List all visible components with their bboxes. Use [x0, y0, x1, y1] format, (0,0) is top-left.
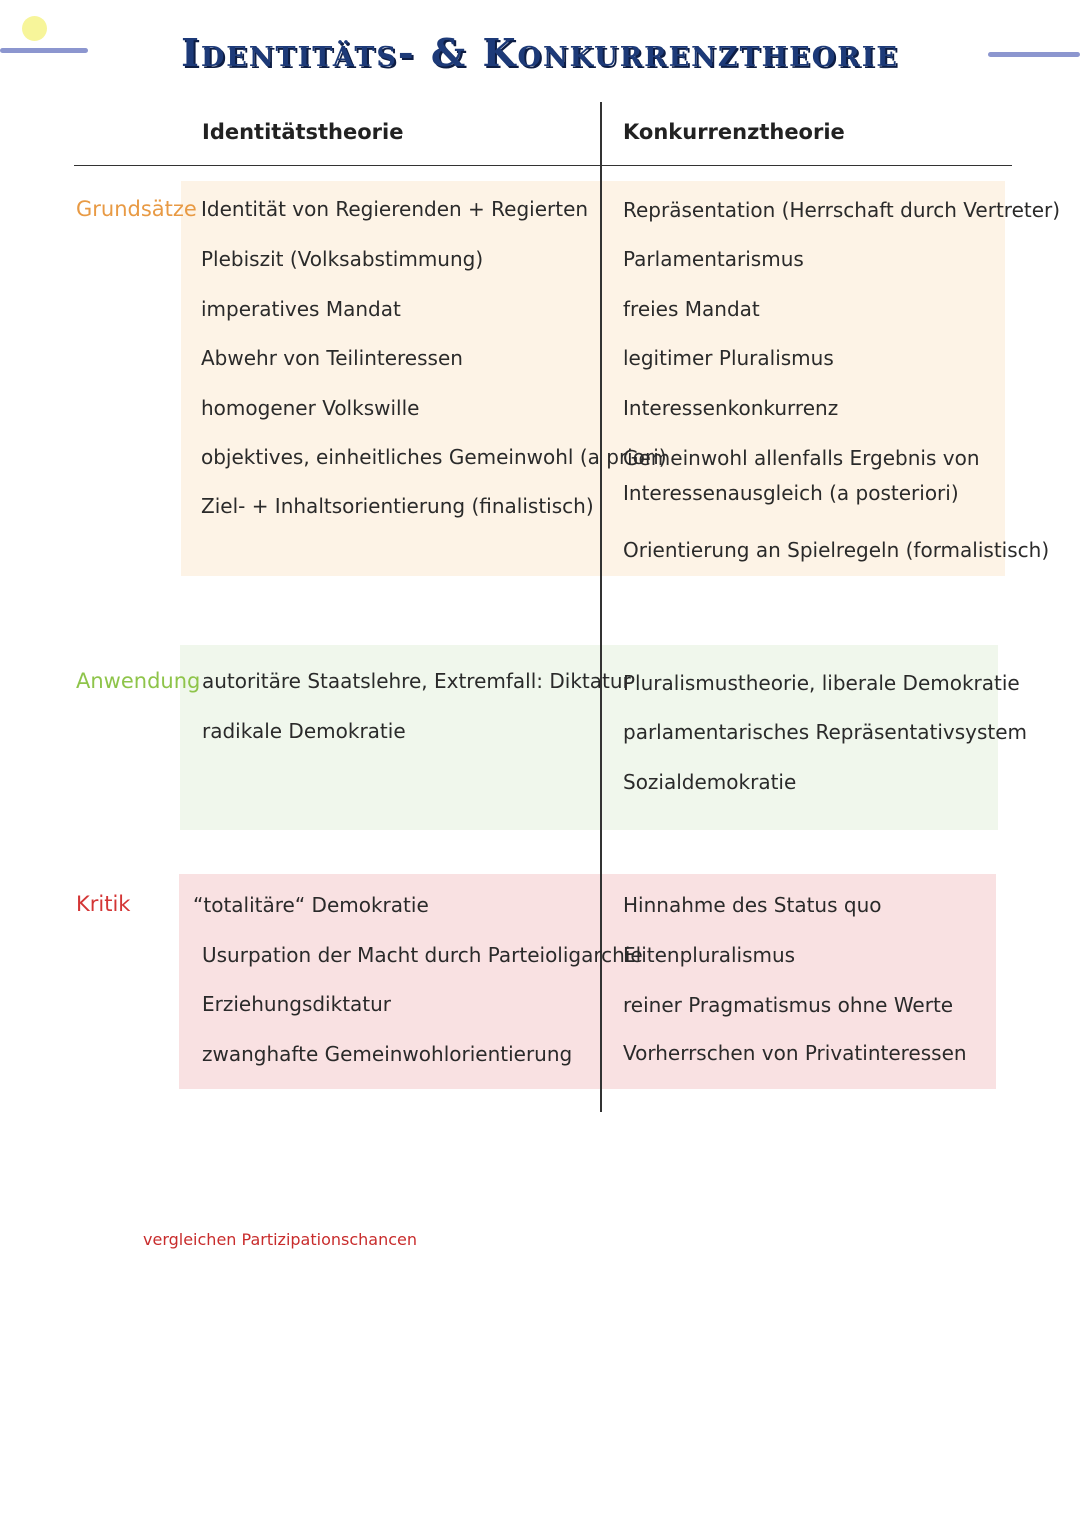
list-item: Identität von Regierenden + Regierten [201, 197, 589, 221]
list-item: Hinnahme des Status quo [623, 893, 882, 917]
row-label-grundsaetze: Grundsätze [76, 197, 197, 221]
list-item: parlamentarisches Repräsentativsystem [623, 720, 1028, 744]
list-item: imperatives Mandat [201, 297, 401, 321]
column-header-konkurrenztheorie: Konkurrenztheorie [623, 120, 845, 144]
list-item: Ziel- + Inhaltsorientierung (finalistisch) [201, 494, 594, 518]
handwritten-note: vergleichen Partizipationschancen [143, 1230, 417, 1249]
row-label-anwendung: Anwendung [76, 669, 201, 693]
list-item: Interessenkonkurrenz [623, 396, 839, 420]
list-item: Plebiszit (Volksabstimmung) [201, 247, 484, 271]
list-item: Abwehr von Teilinteressen [201, 346, 463, 370]
list-item: freies Mandat [623, 297, 760, 321]
list-item: Gemeinwohl allenfalls Ergebnis von [623, 446, 980, 470]
list-item: Vorherrschen von Privatinteressen [623, 1041, 967, 1065]
list-item: Orientierung an Spielregeln (formalistisch) [623, 538, 1050, 562]
list-item: Repräsentation (Herrschaft durch Vertreter) [623, 198, 1061, 222]
list-item: reiner Pragmatismus ohne Werte [623, 993, 954, 1017]
row-label-kritik: Kritik [76, 892, 131, 916]
list-item: Erziehungsdiktatur [202, 992, 392, 1016]
list-item: Usurpation der Macht durch Parteioligarchie [202, 943, 643, 967]
list-item: homogener Volkswille [201, 396, 420, 420]
list-item: radikale Demokratie [202, 719, 406, 743]
column-header-identitaetstheorie: Identitätstheorie [202, 120, 404, 144]
list-item: autoritäre Staatslehre, Extremfall: Diktatur [202, 669, 631, 693]
header-divider [74, 165, 1012, 166]
list-item: “totalitäre“ Demokratie [193, 893, 429, 917]
grundsaetze-right-box [602, 181, 1005, 576]
list-item: objektives, einheitliches Gemeinwohl (a priori) [201, 445, 667, 469]
list-item: Interessenausgleich (a posteriori) [623, 481, 959, 505]
page-title: Identitäts- & Konkurrenztheorie [181, 30, 899, 75]
list-item: Pluralismustheorie, liberale Demokratie [623, 671, 1020, 695]
list-item: Sozialdemokratie [623, 770, 797, 794]
list-item: Parlamentarismus [623, 247, 804, 271]
list-item: Elitenpluralismus [623, 943, 796, 967]
list-item: zwanghafte Gemeinwohlorientierung [202, 1042, 573, 1066]
list-item: legitimer Pluralismus [623, 346, 834, 370]
